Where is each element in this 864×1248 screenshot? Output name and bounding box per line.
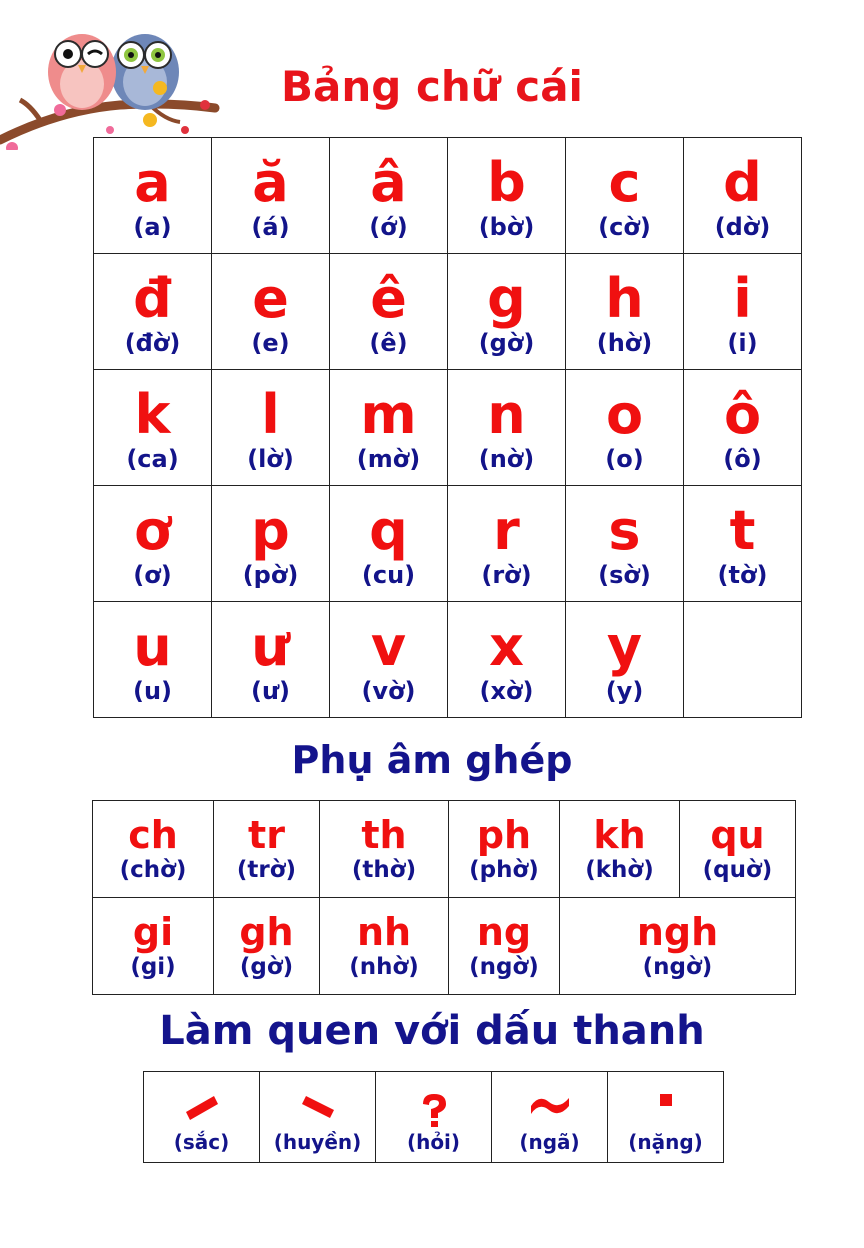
digraph-pronunciation: (ngờ) bbox=[469, 954, 539, 980]
digraph-pronunciation: (chờ) bbox=[119, 857, 187, 883]
alphabet-row bbox=[94, 370, 802, 486]
alphabet-letter: h bbox=[605, 266, 644, 330]
alphabet-pronunciation: (rờ) bbox=[481, 560, 532, 589]
digraph-letter: kh bbox=[593, 813, 646, 857]
digraph-letter: gi bbox=[132, 910, 174, 954]
alphabet-letter: ư bbox=[251, 614, 290, 678]
alphabet-letter: y bbox=[606, 614, 643, 678]
alphabet-cell bbox=[94, 486, 212, 602]
alphabet-letter: đ bbox=[133, 266, 172, 330]
tone-label: (huyền) bbox=[273, 1130, 362, 1154]
alphabet-cell bbox=[94, 138, 212, 254]
alphabet-letter: n bbox=[487, 382, 526, 446]
alphabet-pronunciation: (u) bbox=[132, 676, 173, 705]
tone-label: (hỏi) bbox=[406, 1130, 461, 1154]
alphabet-table bbox=[93, 137, 802, 718]
digraph-row bbox=[93, 898, 796, 995]
alphabet-letter: c bbox=[608, 150, 641, 214]
digraph-cell bbox=[320, 898, 449, 995]
alphabet-letter: m bbox=[360, 382, 417, 446]
alphabet-cell bbox=[566, 254, 684, 370]
tone-cell bbox=[376, 1072, 492, 1163]
digraph-row bbox=[93, 801, 796, 898]
alphabet-letter: e bbox=[252, 266, 289, 330]
nga-mark-icon bbox=[492, 1080, 607, 1130]
digraph-pronunciation: (phờ) bbox=[469, 857, 539, 883]
alphabet-pronunciation: (pờ) bbox=[242, 560, 299, 589]
alphabet-cell bbox=[448, 370, 566, 486]
alphabet-letter: l bbox=[261, 382, 280, 446]
alphabet-cell bbox=[212, 486, 330, 602]
alphabet-letter: g bbox=[487, 266, 526, 330]
tone-section-title: Làm quen với dấu thanh bbox=[159, 1008, 705, 1054]
alphabet-cell bbox=[330, 602, 448, 718]
alphabet-pronunciation: (o) bbox=[605, 444, 644, 473]
alphabet-pronunciation: (hờ) bbox=[596, 328, 653, 357]
digraph-section-title: Phụ âm ghép bbox=[291, 738, 573, 782]
digraph-letter: gh bbox=[239, 910, 294, 954]
alphabet-pronunciation: (ư) bbox=[250, 676, 291, 705]
alphabet-pronunciation: (ơ) bbox=[133, 560, 172, 589]
alphabet-pronunciation: (sờ) bbox=[598, 560, 651, 589]
alphabet-cell bbox=[684, 602, 802, 718]
alphabet-letter: v bbox=[370, 614, 407, 678]
alphabet-pronunciation: (mờ) bbox=[356, 444, 421, 473]
alphabet-letter: x bbox=[489, 614, 524, 678]
alphabet-cell bbox=[330, 370, 448, 486]
alphabet-cell bbox=[684, 138, 802, 254]
tone-cell bbox=[492, 1072, 608, 1163]
alphabet-letter: a bbox=[134, 150, 171, 214]
page-title: Bảng chữ cái bbox=[281, 62, 583, 111]
alphabet-letter: r bbox=[493, 498, 520, 562]
digraph-cell bbox=[93, 898, 214, 995]
alphabet-cell bbox=[566, 486, 684, 602]
alphabet-cell bbox=[448, 254, 566, 370]
digraph-letter: ngh bbox=[636, 910, 719, 954]
alphabet-letter: ô bbox=[723, 382, 762, 446]
digraph-cell bbox=[93, 801, 214, 898]
alphabet-letter: â bbox=[370, 150, 407, 214]
alphabet-letter: ơ bbox=[133, 498, 172, 562]
digraph-pronunciation: (trờ) bbox=[236, 857, 297, 883]
digraph-cell bbox=[680, 801, 796, 898]
digraph-cell bbox=[214, 801, 320, 898]
digraph-cell bbox=[560, 801, 680, 898]
alphabet-cell bbox=[684, 486, 802, 602]
alphabet-cell bbox=[94, 254, 212, 370]
hoi-mark-icon bbox=[376, 1080, 491, 1130]
digraph-letter: tr bbox=[248, 813, 285, 857]
tone-label: (nặng) bbox=[628, 1130, 703, 1154]
alphabet-letter: o bbox=[605, 382, 644, 446]
tone-label: (sắc) bbox=[173, 1130, 230, 1154]
alphabet-pronunciation: (dờ) bbox=[714, 212, 771, 241]
digraph-pronunciation: (ngờ) bbox=[642, 954, 713, 980]
digraph-pronunciation: (khờ) bbox=[585, 857, 654, 883]
alphabet-cell bbox=[94, 602, 212, 718]
digraph-letter: ch bbox=[128, 813, 178, 857]
alphabet-pronunciation: (bờ) bbox=[478, 212, 535, 241]
alphabet-cell bbox=[448, 486, 566, 602]
alphabet-pronunciation: (nờ) bbox=[478, 444, 535, 473]
alphabet-cell bbox=[684, 370, 802, 486]
alphabet-cell bbox=[212, 254, 330, 370]
alphabet-cell bbox=[212, 370, 330, 486]
digraph-letter: th bbox=[361, 813, 407, 857]
tone-cell bbox=[260, 1072, 376, 1163]
digraph-cell bbox=[214, 898, 320, 995]
digraph-letter: nh bbox=[356, 910, 412, 954]
alphabet-cell bbox=[566, 138, 684, 254]
tone-cell bbox=[144, 1072, 260, 1163]
alphabet-cell bbox=[566, 602, 684, 718]
nang-mark-icon bbox=[608, 1080, 723, 1130]
alphabet-letter: d bbox=[723, 150, 762, 214]
alphabet-letter: t bbox=[729, 498, 756, 562]
alphabet-row bbox=[94, 486, 802, 602]
alphabet-pronunciation: (á) bbox=[251, 212, 290, 241]
alphabet-cell bbox=[684, 254, 802, 370]
alphabet-letter: p bbox=[251, 498, 290, 562]
digraph-cell bbox=[320, 801, 449, 898]
alphabet-cell bbox=[330, 486, 448, 602]
alphabet-cell bbox=[448, 602, 566, 718]
alphabet-letter: q bbox=[369, 498, 408, 562]
alphabet-pronunciation: (cu) bbox=[361, 560, 416, 589]
tone-mark-table bbox=[143, 1071, 724, 1163]
alphabet-pronunciation: (y) bbox=[605, 676, 644, 705]
tone-cell bbox=[608, 1072, 724, 1163]
alphabet-letter: ê bbox=[370, 266, 407, 330]
alphabet-letter: k bbox=[134, 382, 171, 446]
digraph-pronunciation: (quờ) bbox=[702, 857, 773, 883]
tone-label: (ngã) bbox=[519, 1130, 580, 1154]
alphabet-pronunciation: (ớ) bbox=[369, 212, 408, 241]
digraph-letter: ph bbox=[476, 813, 532, 857]
alphabet-pronunciation: (e) bbox=[251, 328, 290, 357]
alphabet-pronunciation: (vờ) bbox=[361, 676, 416, 705]
alphabet-pronunciation: (i) bbox=[727, 328, 758, 357]
digraph-cell bbox=[560, 898, 796, 995]
alphabet-pronunciation: (xờ) bbox=[479, 676, 534, 705]
alphabet-letter: i bbox=[733, 266, 752, 330]
digraph-table bbox=[92, 800, 796, 995]
alphabet-pronunciation: (lờ) bbox=[247, 444, 294, 473]
alphabet-pronunciation: (cờ) bbox=[598, 212, 651, 241]
digraph-letter: ng bbox=[476, 910, 532, 954]
huyen-mark-icon bbox=[260, 1080, 375, 1130]
alphabet-row bbox=[94, 254, 802, 370]
alphabet-cell bbox=[94, 370, 212, 486]
digraph-cell bbox=[449, 801, 560, 898]
alphabet-pronunciation: (gờ) bbox=[478, 328, 535, 357]
digraph-pronunciation: (gi) bbox=[130, 954, 176, 980]
alphabet-row bbox=[94, 138, 802, 254]
alphabet-cell bbox=[330, 254, 448, 370]
alphabet-letter: u bbox=[133, 614, 172, 678]
alphabet-letter: s bbox=[608, 498, 641, 562]
alphabet-pronunciation: (ô) bbox=[723, 444, 762, 473]
digraph-pronunciation: (gờ) bbox=[239, 954, 294, 980]
alphabet-cell bbox=[212, 138, 330, 254]
digraph-cell bbox=[449, 898, 560, 995]
alphabet-pronunciation: (ê) bbox=[369, 328, 408, 357]
alphabet-pronunciation: (đờ) bbox=[124, 328, 181, 357]
alphabet-cell bbox=[448, 138, 566, 254]
digraph-pronunciation: (thờ) bbox=[351, 857, 417, 883]
digraph-pronunciation: (nhờ) bbox=[349, 954, 419, 980]
digraph-letter: qu bbox=[710, 813, 765, 857]
alphabet-pronunciation: (tờ) bbox=[717, 560, 768, 589]
alphabet-cell bbox=[212, 602, 330, 718]
sac-mark-icon bbox=[144, 1080, 259, 1130]
alphabet-letter: ă bbox=[252, 150, 289, 214]
alphabet-letter: b bbox=[487, 150, 526, 214]
alphabet-row bbox=[94, 602, 802, 718]
alphabet-pronunciation: (a) bbox=[133, 212, 172, 241]
alphabet-cell bbox=[330, 138, 448, 254]
alphabet-pronunciation: (ca) bbox=[126, 444, 179, 473]
alphabet-cell bbox=[566, 370, 684, 486]
